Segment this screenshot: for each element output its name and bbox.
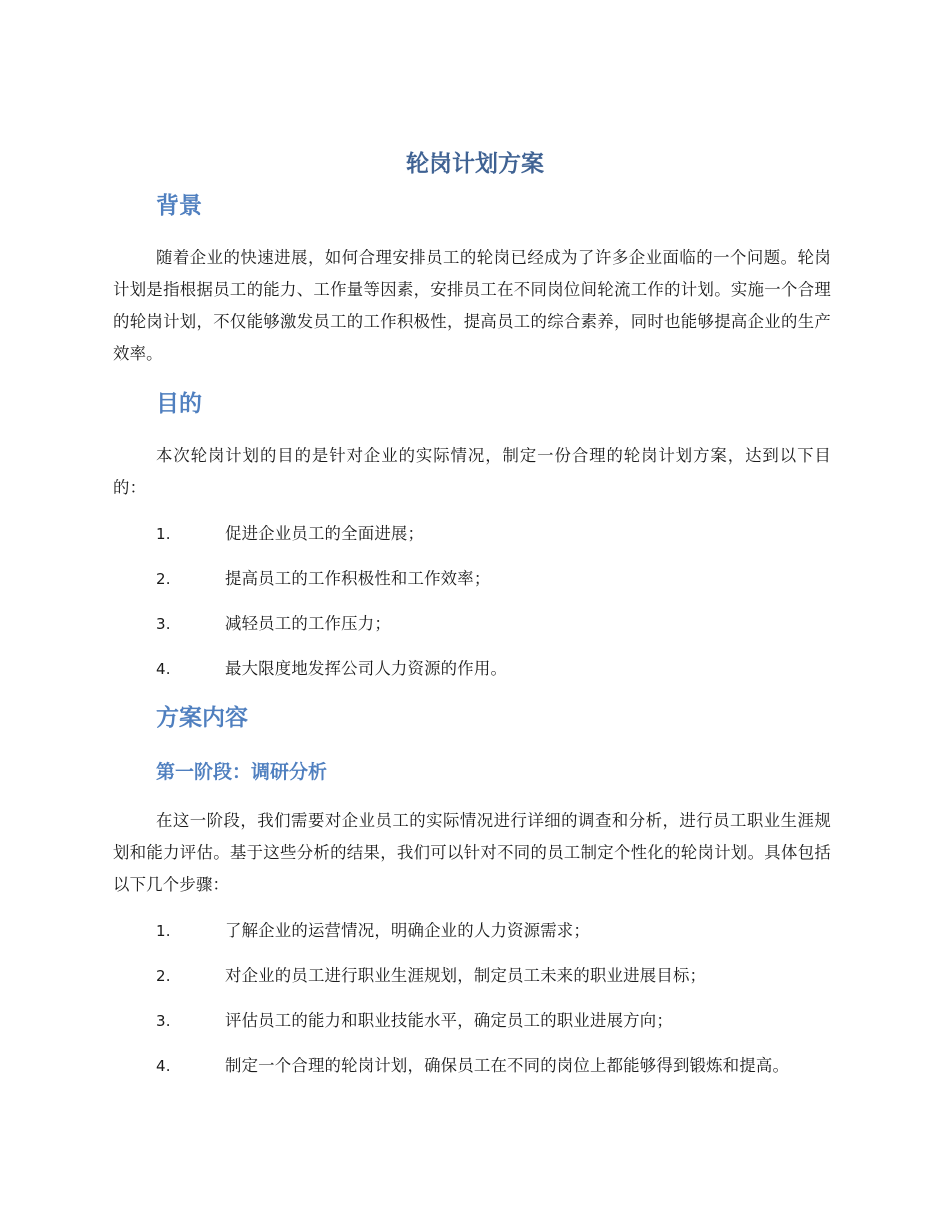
list-item bbox=[113, 563, 831, 595]
list-item bbox=[113, 915, 831, 947]
list-number: 2. bbox=[156, 967, 171, 985]
heading-purpose: 目的 bbox=[156, 391, 202, 417]
list-number: 4. bbox=[156, 1057, 171, 1075]
heading-phase-one: 第一阶段：调研分析 bbox=[156, 761, 328, 783]
list-text: 评估员工的能力和职业技能水平，确定员工的职业进展方向； bbox=[225, 1011, 673, 1030]
paragraph-purpose: 本次轮岗计划的目的是针对企业的实际情况，制定一份合理的轮岗计划方案，达到以下目的： bbox=[113, 446, 831, 497]
list-number: 2. bbox=[156, 570, 171, 588]
list-number: 4. bbox=[156, 660, 171, 678]
list-text: 对企业的员工进行职业生涯规划，制定员工未来的职业进展目标； bbox=[225, 966, 707, 985]
list-item bbox=[113, 960, 831, 992]
list-text: 了解企业的运营情况，明确企业的人力资源需求； bbox=[225, 921, 590, 940]
list-item bbox=[113, 1050, 831, 1082]
list-text: 提高员工的工作积极性和工作效率； bbox=[225, 569, 491, 588]
list-item bbox=[113, 653, 831, 685]
list-number: 3. bbox=[156, 615, 171, 633]
heading-background: 背景 bbox=[156, 193, 202, 219]
list-item bbox=[113, 1005, 831, 1037]
paragraph-phase-one: 在这一阶段，我们需要对企业员工的实际情况进行详细的调查和分析，进行员工职业生涯规划和能力评估。基于这些分析的结果，我们可以针对不同的员工制定个性化的轮岗计划。具体包括以下几个步骤： bbox=[113, 811, 831, 894]
list-item bbox=[113, 518, 831, 550]
list-number: 3. bbox=[156, 1012, 171, 1030]
list-text: 减轻员工的工作压力； bbox=[225, 614, 391, 633]
list-text: 最大限度地发挥公司人力资源的作用。 bbox=[225, 659, 508, 678]
page-title: 轮岗计划方案 bbox=[406, 151, 544, 177]
list-item bbox=[113, 608, 831, 640]
list-number: 1. bbox=[156, 922, 171, 940]
heading-plan-content: 方案内容 bbox=[156, 705, 248, 731]
list-text: 制定一个合理的轮岗计划，确保员工在不同的岗位上都能够得到锻炼和提高。 bbox=[225, 1056, 790, 1075]
list-text: 促进企业员工的全面进展； bbox=[225, 524, 425, 543]
list-number: 1. bbox=[156, 525, 171, 543]
paragraph-background: 随着企业的快速进展，如何合理安排员工的轮岗已经成为了许多企业面临的一个问题。轮岗计划是指根据员工的能力、工作量等因素，安排员工在不同岗位间轮流工作的计划。实施一个合理的轮岗计划，不仅能够激发员工的工作积极性，提高员工的综合素养，同时也能够提高企业的生产效率。 bbox=[113, 248, 831, 363]
